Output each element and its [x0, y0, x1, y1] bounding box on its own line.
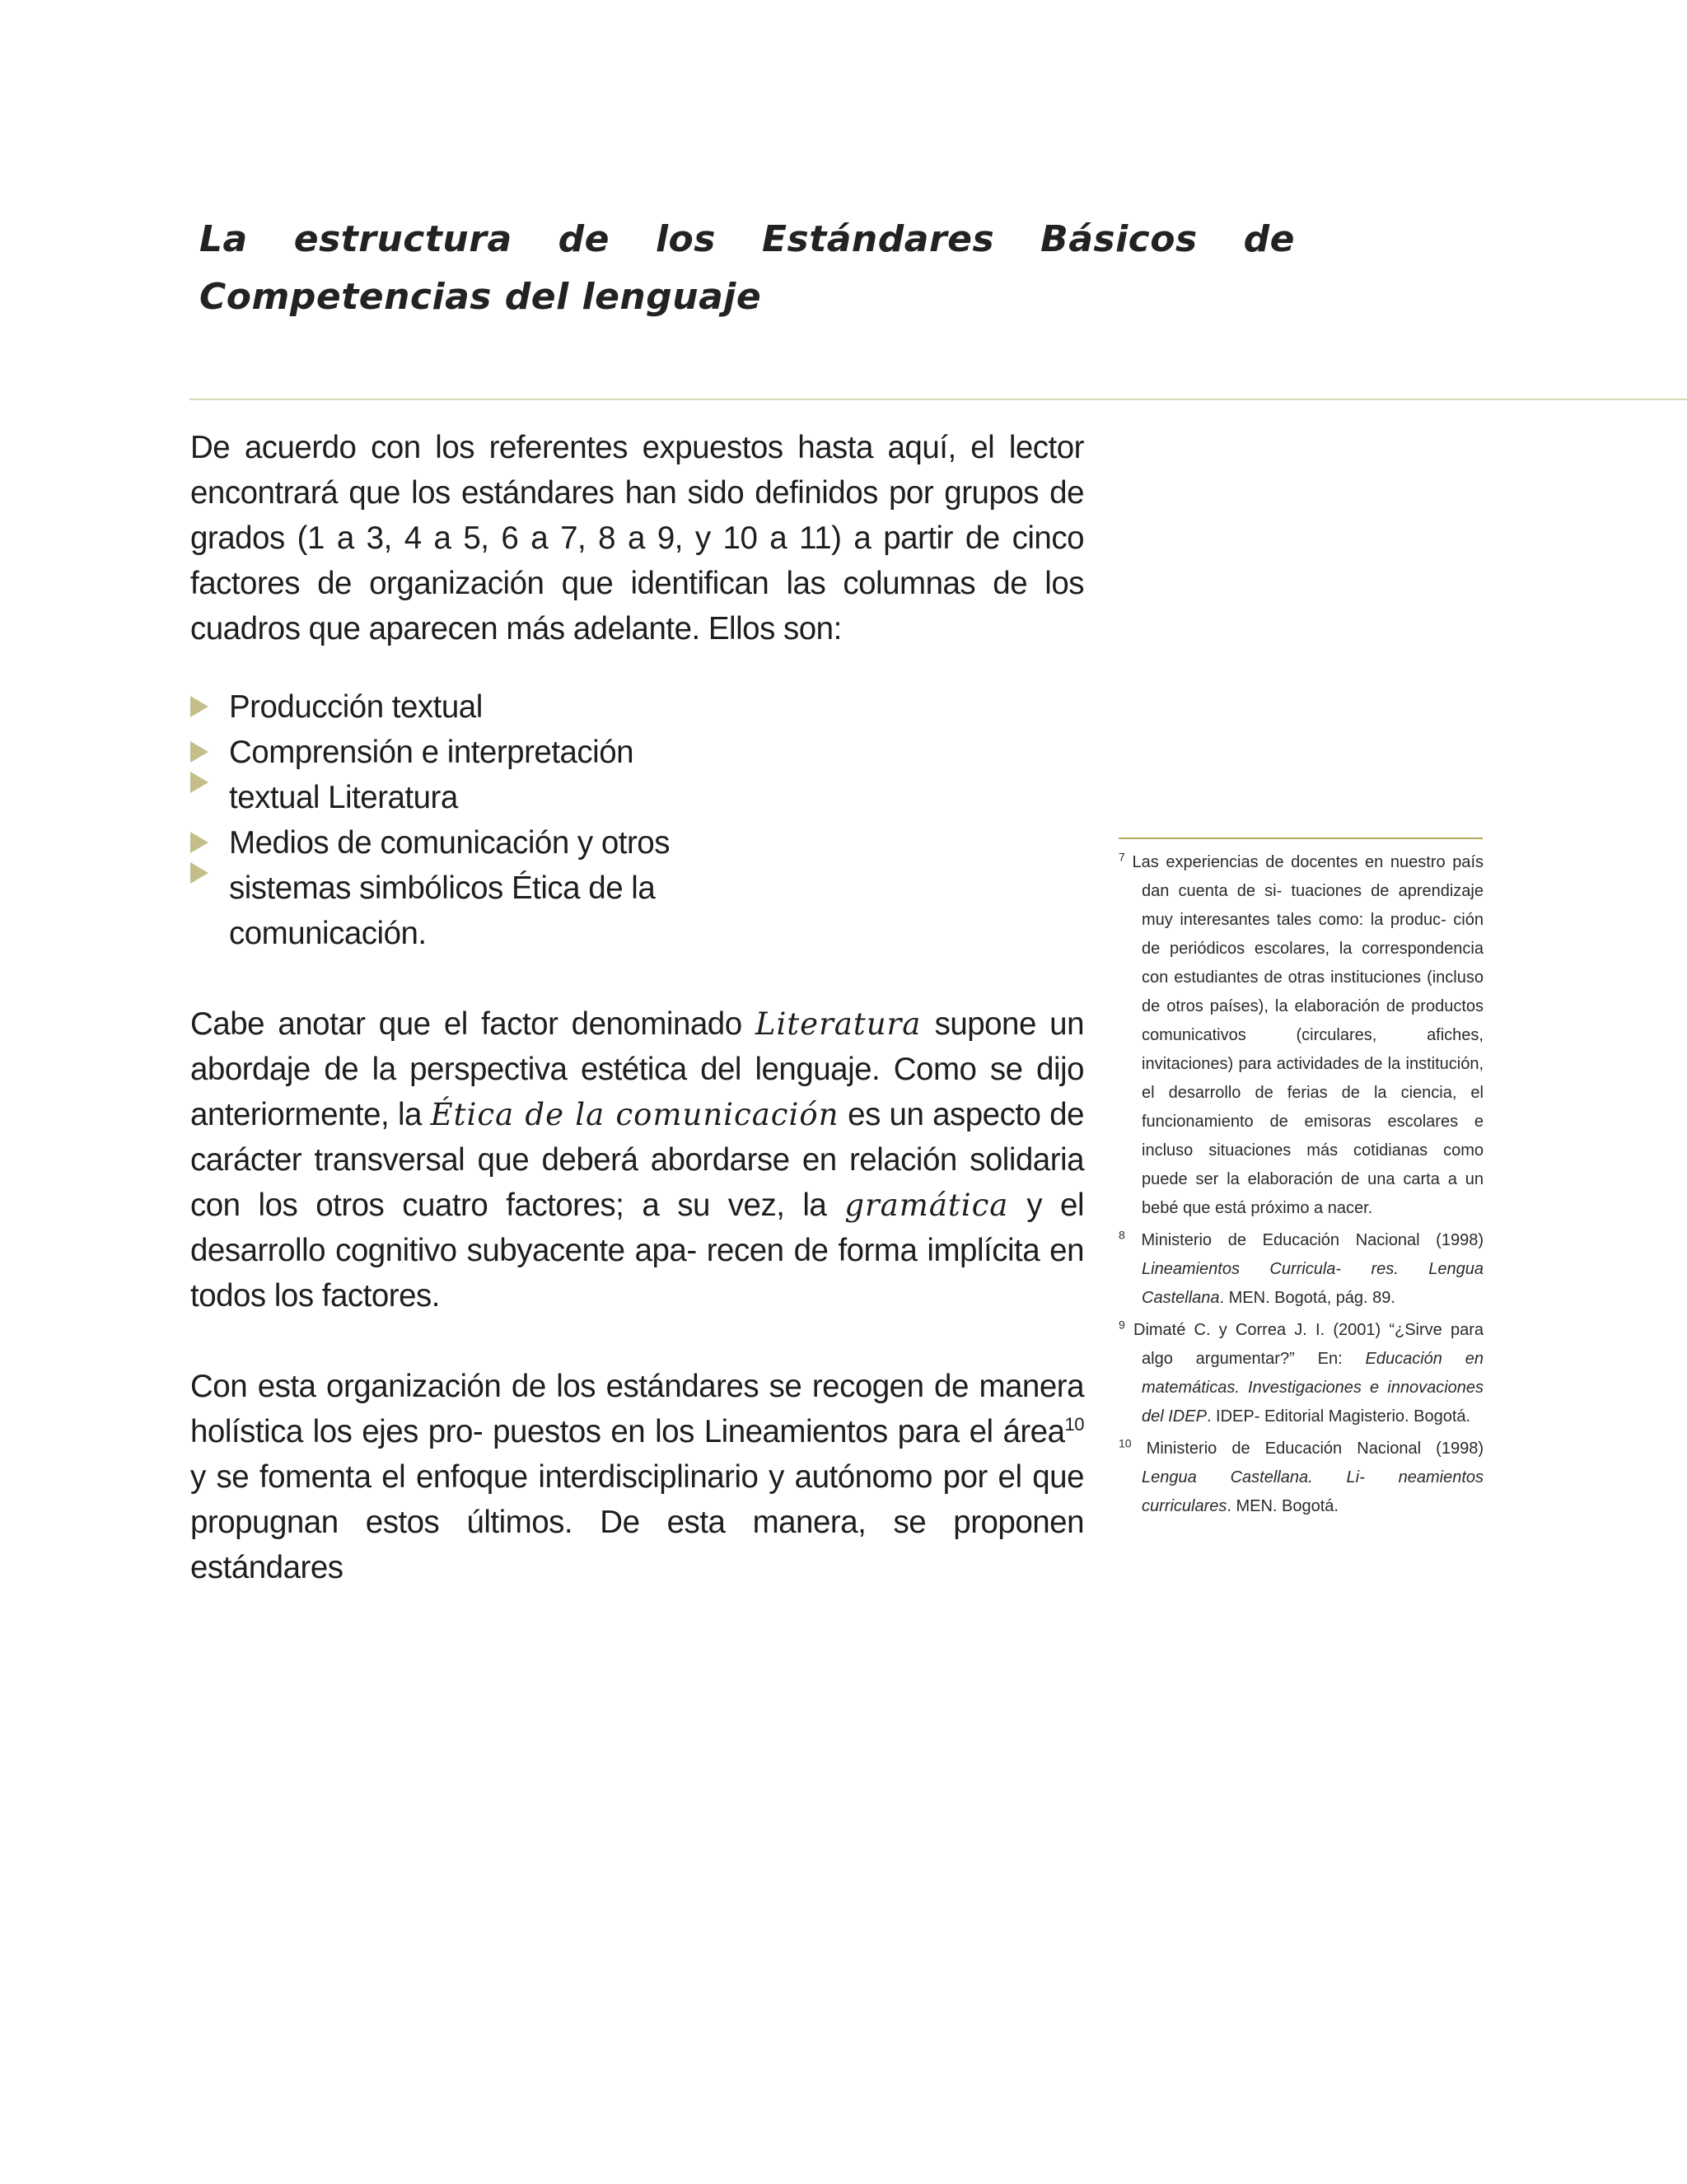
footnote-10: $^{10}$ Ministerio de Educación Nacional (1998) Lengua Castellana. Li- neamientos curriculares. MEN. Bogotá.	[1119, 1436, 1484, 1515]
section-heading: La estructura de los Estándares Básicos de Competencias del lenguaje	[199, 218, 1295, 318]
etica-term: Ética de la comunicación	[430, 1097, 839, 1132]
intro-paragraph: De acuerdo con los referentes expuestos hasta aquí, el lector encontrará que los estándares han sido definidos por grupos de grados (1 a 3, 4 a 5, 6 a 7, 8 a 9, y 10 a 11) a partir de cinco factores de organización que identifican las columnas de los cuadros que aparecen más adelante. Ellos son:	[190, 430, 1084, 646]
triangle-bullet-icon	[190, 741, 208, 763]
organization-paragraph: Con esta organización de los estándares se recogen de manera holística los ejes pro- puestos en los Lineamientos para el área$^{10}$ y se fomenta el enfoque interdisciplinario y autónomo por el que propugnan estos últimos. De esta manera, se proponen estándares	[190, 1369, 1084, 1585]
list-item: comunicación.	[229, 916, 427, 951]
list-item: textual Literatura	[190, 775, 1084, 820]
footnotes	[1119, 848, 1484, 1524]
list-item: Producción textual	[190, 684, 1084, 730]
section-divider	[189, 399, 1687, 400]
gramatica-term: gramática	[844, 1188, 1009, 1223]
footnote-9: $^9$ Dimaté C. y Correa J. I. (2001) “¿Sirve para algo argumentar?” En: Educación en matemáticas. Investigaciones e innovaciones del IDEP. IDEP- Editorial Magisterio. Bogotá.	[1119, 1318, 1484, 1426]
footnote-7: $^7$ Las experiencias de docentes en nuestro país dan cuenta de si- tuaciones de aprendizaje muy interesantes tales como: la produc- ción de periódicos escolares, la correspondencia con estudiantes de otras instituciones (incluso de otros países), la elaboración de productos comunicativos (circulares, afiches, invitaciones) para actividades de la institución, el desarrollo de ferias de la ciencia, el funcionamiento de emisoras escolares e incluso situaciones más cotidianas como puede ser la elaboración de una carta a un bebé que está próximo a nacer.	[1119, 850, 1484, 1217]
list-item: sistemas simbólicos Ética de la	[190, 866, 1084, 911]
factors-paragraph: Cabe anotar que el factor denominado Literatura supone un abordaje de la perspectiva estética del lenguaje. Como se dijo anteriormente, la Ética de la comunicación es un aspecto de carácter transversal que deberá abordarse en relación solidaria con los otros cuatro factores; a su vez, la gramática y el desarrollo cognitivo subyacente apa- recen de forma implícita en todos los factores.	[190, 1006, 1085, 1314]
factor-list	[190, 684, 1084, 956]
footnote-ref-10: 10	[1064, 1414, 1084, 1435]
footnote-8: $^8$ Ministerio de Educación Nacional (1998) Lineamientos Curricula- res. Lengua Castellana. MEN. Bogotá, pág. 89.	[1119, 1228, 1484, 1307]
list-item: Medios de comunicación y otros	[190, 820, 1084, 866]
triangle-bullet-icon	[190, 862, 208, 884]
triangle-bullet-icon	[190, 696, 208, 717]
triangle-bullet-icon	[190, 832, 208, 853]
main-text	[190, 425, 1084, 1590]
triangle-bullet-icon	[190, 772, 208, 793]
literatura-term: Literatura	[755, 1006, 922, 1042]
list-item: Comprensión e interpretación	[190, 730, 1084, 775]
footnotes-divider	[1119, 838, 1483, 839]
